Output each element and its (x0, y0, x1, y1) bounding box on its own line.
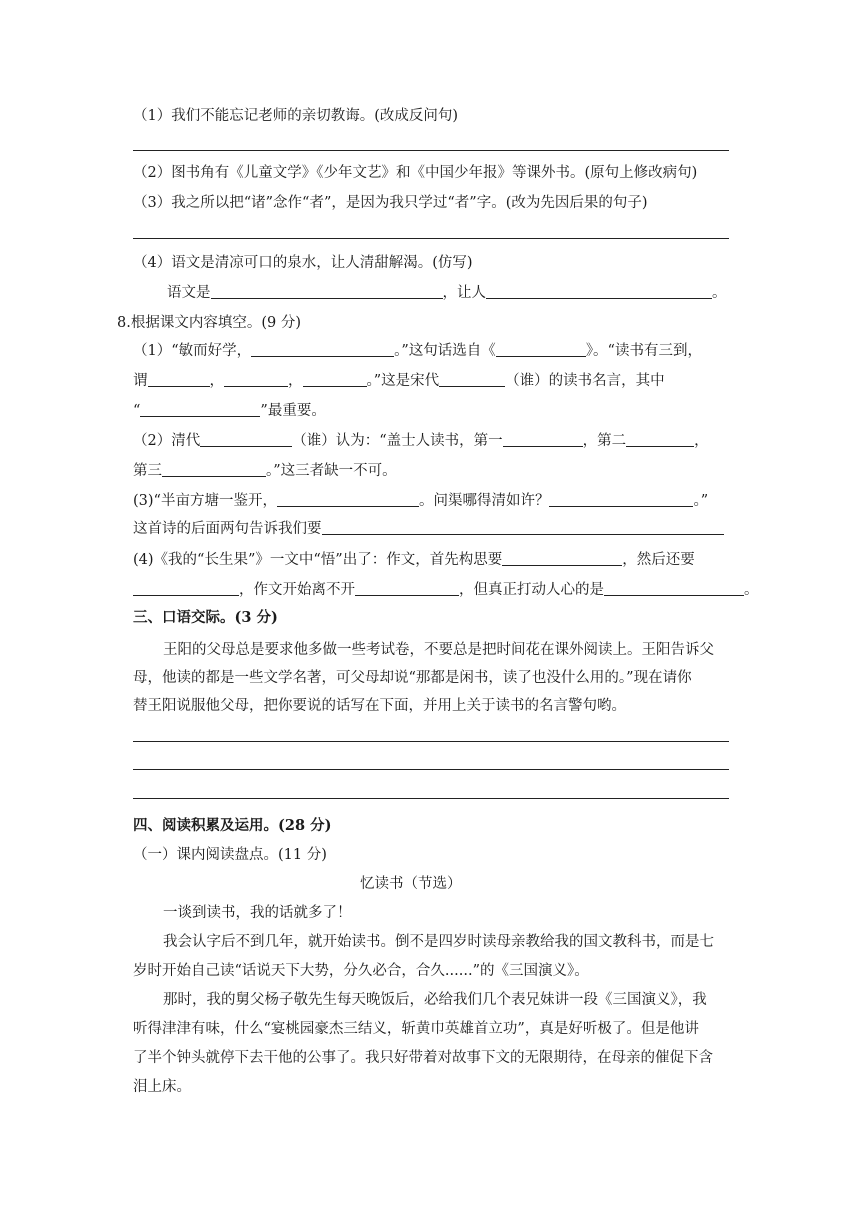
section-3-text-3: 替王阳说服他父母，把你要说的话写在下面，并用上关于读书的名言警句哟。 (133, 698, 626, 714)
section-3-text-1: 王阳的父母总是要求他多做一些考试卷，不要总是把时间花在课外阅读上。王阳告诉父 (163, 642, 714, 658)
q8-1-line-2: 谓 ， ， 。”这是宋代 （谁）的读书名言，其中 (133, 373, 665, 389)
fill-blank[interactable] (303, 371, 367, 387)
fill-blank[interactable] (148, 371, 210, 387)
q8-2-line-1: （2）清代 （谁）认为：“盖士人读书，第一 ，第二 ， (133, 433, 709, 449)
fill-blank[interactable] (277, 491, 419, 507)
answer-line[interactable] (133, 798, 729, 799)
passage-paragraph-3-line-3: 了半个钟头就停下去干他的公事了。我只好带着对故事下文的无限期待，在母亲的催促下含 (133, 1050, 713, 1066)
fill-blank[interactable] (133, 580, 239, 596)
fill-blank[interactable] (200, 431, 292, 447)
q8-4-line-2: ，作文开始离不开 ，但真正打动人心的是 。 (133, 580, 759, 600)
fill-blank[interactable] (224, 371, 288, 387)
passage-paragraph-1: 一谈到读书，我的话就多了！ (163, 905, 352, 921)
answer-line[interactable] (133, 150, 729, 151)
q7-item-3: （3）我之所以把“诸”念作“者”，是因为我只学过“者”字。(改为先因后果的句子) (133, 195, 648, 211)
fill-blank[interactable] (140, 401, 260, 417)
fill-blank[interactable] (162, 461, 266, 477)
q8-4-line-1: (4)《我的“长生果”》一文中“悟”出了：作文，首先构思要 ，然后还要 (133, 552, 695, 568)
answer-line[interactable] (133, 238, 729, 239)
q8-3-line-1: (3)“半亩方塘一鉴开， 。问渠哪得清如许？ 。” (133, 493, 709, 509)
q8-2-line-2: 第三 。”这三者缺一不可。 (133, 463, 397, 479)
fill-blank[interactable] (355, 580, 459, 596)
q8-heading: 8.根据课文内容填空。(9 分) (117, 315, 301, 331)
q7-item-4: （4）语文是清凉可口的泉水，让人清甜解渴。(仿写) (133, 255, 473, 271)
answer-line[interactable] (133, 769, 729, 770)
fill-blank[interactable] (502, 550, 622, 566)
fill-blank[interactable] (322, 519, 724, 535)
fill-blank[interactable] (211, 283, 443, 299)
passage-paragraph-3-line-2: 听得津津有味，什么“宴桃园豪杰三结义，斩黄巾英雄首立功”，真是好听极了。但是他讲 (133, 1021, 699, 1037)
q7-item-2: （2）图书角有《儿童文学》《少年文艺》和《中国少年报》等课外书。(原句上修改病句) (133, 165, 698, 181)
section-4-subtitle: （一）课内阅读盘点。(11 分) (133, 847, 327, 863)
fill-blank[interactable] (486, 283, 712, 299)
fill-blank[interactable] (626, 431, 694, 447)
fill-blank[interactable] (251, 341, 394, 357)
passage-paragraph-3-line-4: 泪上床。 (133, 1079, 191, 1095)
passage-paragraph-2-line-1: 我会认字后不到几年，就开始读书。倒不是四岁时读母亲教给我的国文教科书，而是七 (163, 934, 714, 950)
answer-line[interactable] (133, 741, 729, 742)
passage-paragraph-3-line-1: 那时，我的舅父杨子敬先生每天晚饭后，必给我们几个表兄妹讲一段《三国演义》，我 (163, 992, 707, 1008)
q8-1-line-1: （1）“敏而好学， 。”这句话选自《 》。“读书有三到， (133, 343, 702, 359)
fill-blank[interactable] (503, 431, 583, 447)
q8-1-line-3: “ ”最重要。 (133, 403, 326, 419)
q7-item-1: （1）我们不能忘记老师的亲切教诲。(改成反问句) (133, 108, 459, 124)
q8-3-line-2: 这首诗的后面两句告诉我们要 (133, 519, 724, 539)
fill-blank[interactable] (549, 491, 693, 507)
fill-blank[interactable] (496, 341, 586, 357)
section-4-title: 四、阅读积累及运用。(28 分) (133, 817, 332, 834)
passage-title: 忆读书（节选） (360, 876, 462, 892)
section-3-title: 三、口语交际。(3 分) (133, 609, 278, 626)
passage-paragraph-2-line-2: 岁时开始自己读“话说天下大势，分久必合，合久......”的《三国演义》。 (133, 963, 589, 979)
q7-item-4-fill: 语文是 ，让人 。 (167, 285, 727, 301)
fill-blank[interactable] (439, 371, 505, 387)
section-3-text-2: 母，他读的都是一些文学名著，可父母却说“那都是闲书，读了也没什么用的。”现在请你 (133, 670, 692, 686)
fill-blank[interactable] (604, 580, 744, 596)
